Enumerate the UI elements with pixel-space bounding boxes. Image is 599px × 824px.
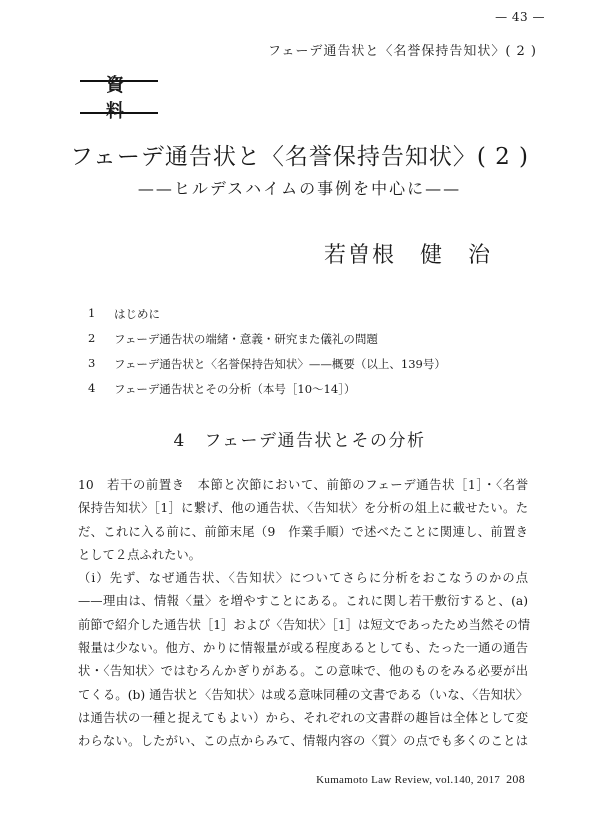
toc-number: 2 bbox=[88, 331, 96, 345]
toc-number: 3 bbox=[88, 356, 96, 370]
toc-text: フェーデ通告状と〈名誉保持告知状〉——概要（以上、139号） bbox=[114, 357, 446, 371]
body-line: として２点ふれたい。 bbox=[78, 547, 201, 562]
toc-text: はじめに bbox=[114, 307, 160, 321]
toc-number: 4 bbox=[88, 381, 96, 395]
article-subtitle: ——ヒルデスハイムの事例を中心に—— bbox=[137, 179, 462, 198]
page-number-bottom: 208 bbox=[506, 772, 525, 786]
body-line: 前節で紹介した通告状［1］および〈告知状〉［1］は短文であったため当然その情 bbox=[78, 617, 531, 632]
toc-item bbox=[88, 306, 528, 331]
body-line: わらない。したがい、この点からみて、情報内容の〈質〉の点でも多くのことは bbox=[78, 734, 528, 749]
toc-item bbox=[88, 331, 528, 356]
toc-text: フェーデ通告状とその分析（本号［10～14］） bbox=[114, 382, 356, 396]
body-line: 状・〈告知状〉ではむろんかぎりがある。この意味で、他のものをみる必要が出 bbox=[78, 664, 528, 679]
toc-text: フェーデ通告状の端緒・意義・研究また儀礼の問題 bbox=[114, 332, 378, 346]
toc-item bbox=[88, 381, 528, 406]
footer bbox=[316, 772, 525, 787]
toc-number: 1 bbox=[88, 306, 96, 320]
body-line: （ⅰ）先ず、なぜ通告状、〈告知状〉についてさらに分析をおこなうのかの点 bbox=[78, 571, 528, 586]
body-line: 保持告知状〉［1］に繋げ、他の通告状、〈告知状〉を分析の俎上に載せたい。た bbox=[78, 501, 528, 516]
journal-citation: Kumamoto Law Review, vol.140, 2017 bbox=[316, 774, 501, 786]
section-heading: 4 フェーデ通告状とその分析 bbox=[173, 431, 426, 451]
body-line: だ、これに入る前に、前節末尾（9 作業手順）で述べたことに関連し、前置き bbox=[78, 524, 528, 539]
body-line: ——理由は、情報〈量〉を増やすことにある。これに関し若干敷衍すると、(a) bbox=[78, 594, 528, 609]
running-header: フェーデ通告状と〈名誉保持告知状〉( 2 ) bbox=[267, 44, 537, 59]
body-line: てくる。(b) 通告状と〈告知状〉は或る意味同種の文書である（いな、〈告知状〉 bbox=[78, 687, 528, 702]
body-paragraphs bbox=[78, 474, 531, 754]
table-of-contents bbox=[88, 306, 528, 406]
author-name: 若曽根 健 治 bbox=[323, 243, 492, 268]
article-title: フェーデ通告状と〈名誉保持告知状〉( 2 ) bbox=[69, 144, 530, 170]
toc-item bbox=[88, 356, 528, 381]
body-line: 10 若干の前置き 本節と次節において、前節のフェーデ通告状［1］・〈名誉 bbox=[78, 478, 528, 492]
body-line: は通告状の一種と捉えてもよい）から、それぞれの文書群の趣旨は全体として変 bbox=[78, 710, 528, 725]
body-line: 報量は少ない。他方、かりに情報量が或る程度あるとしても、たった一通の通告 bbox=[78, 641, 528, 656]
page-number-top: — 43 — bbox=[495, 10, 545, 24]
section-label: 資 料 bbox=[80, 80, 158, 114]
